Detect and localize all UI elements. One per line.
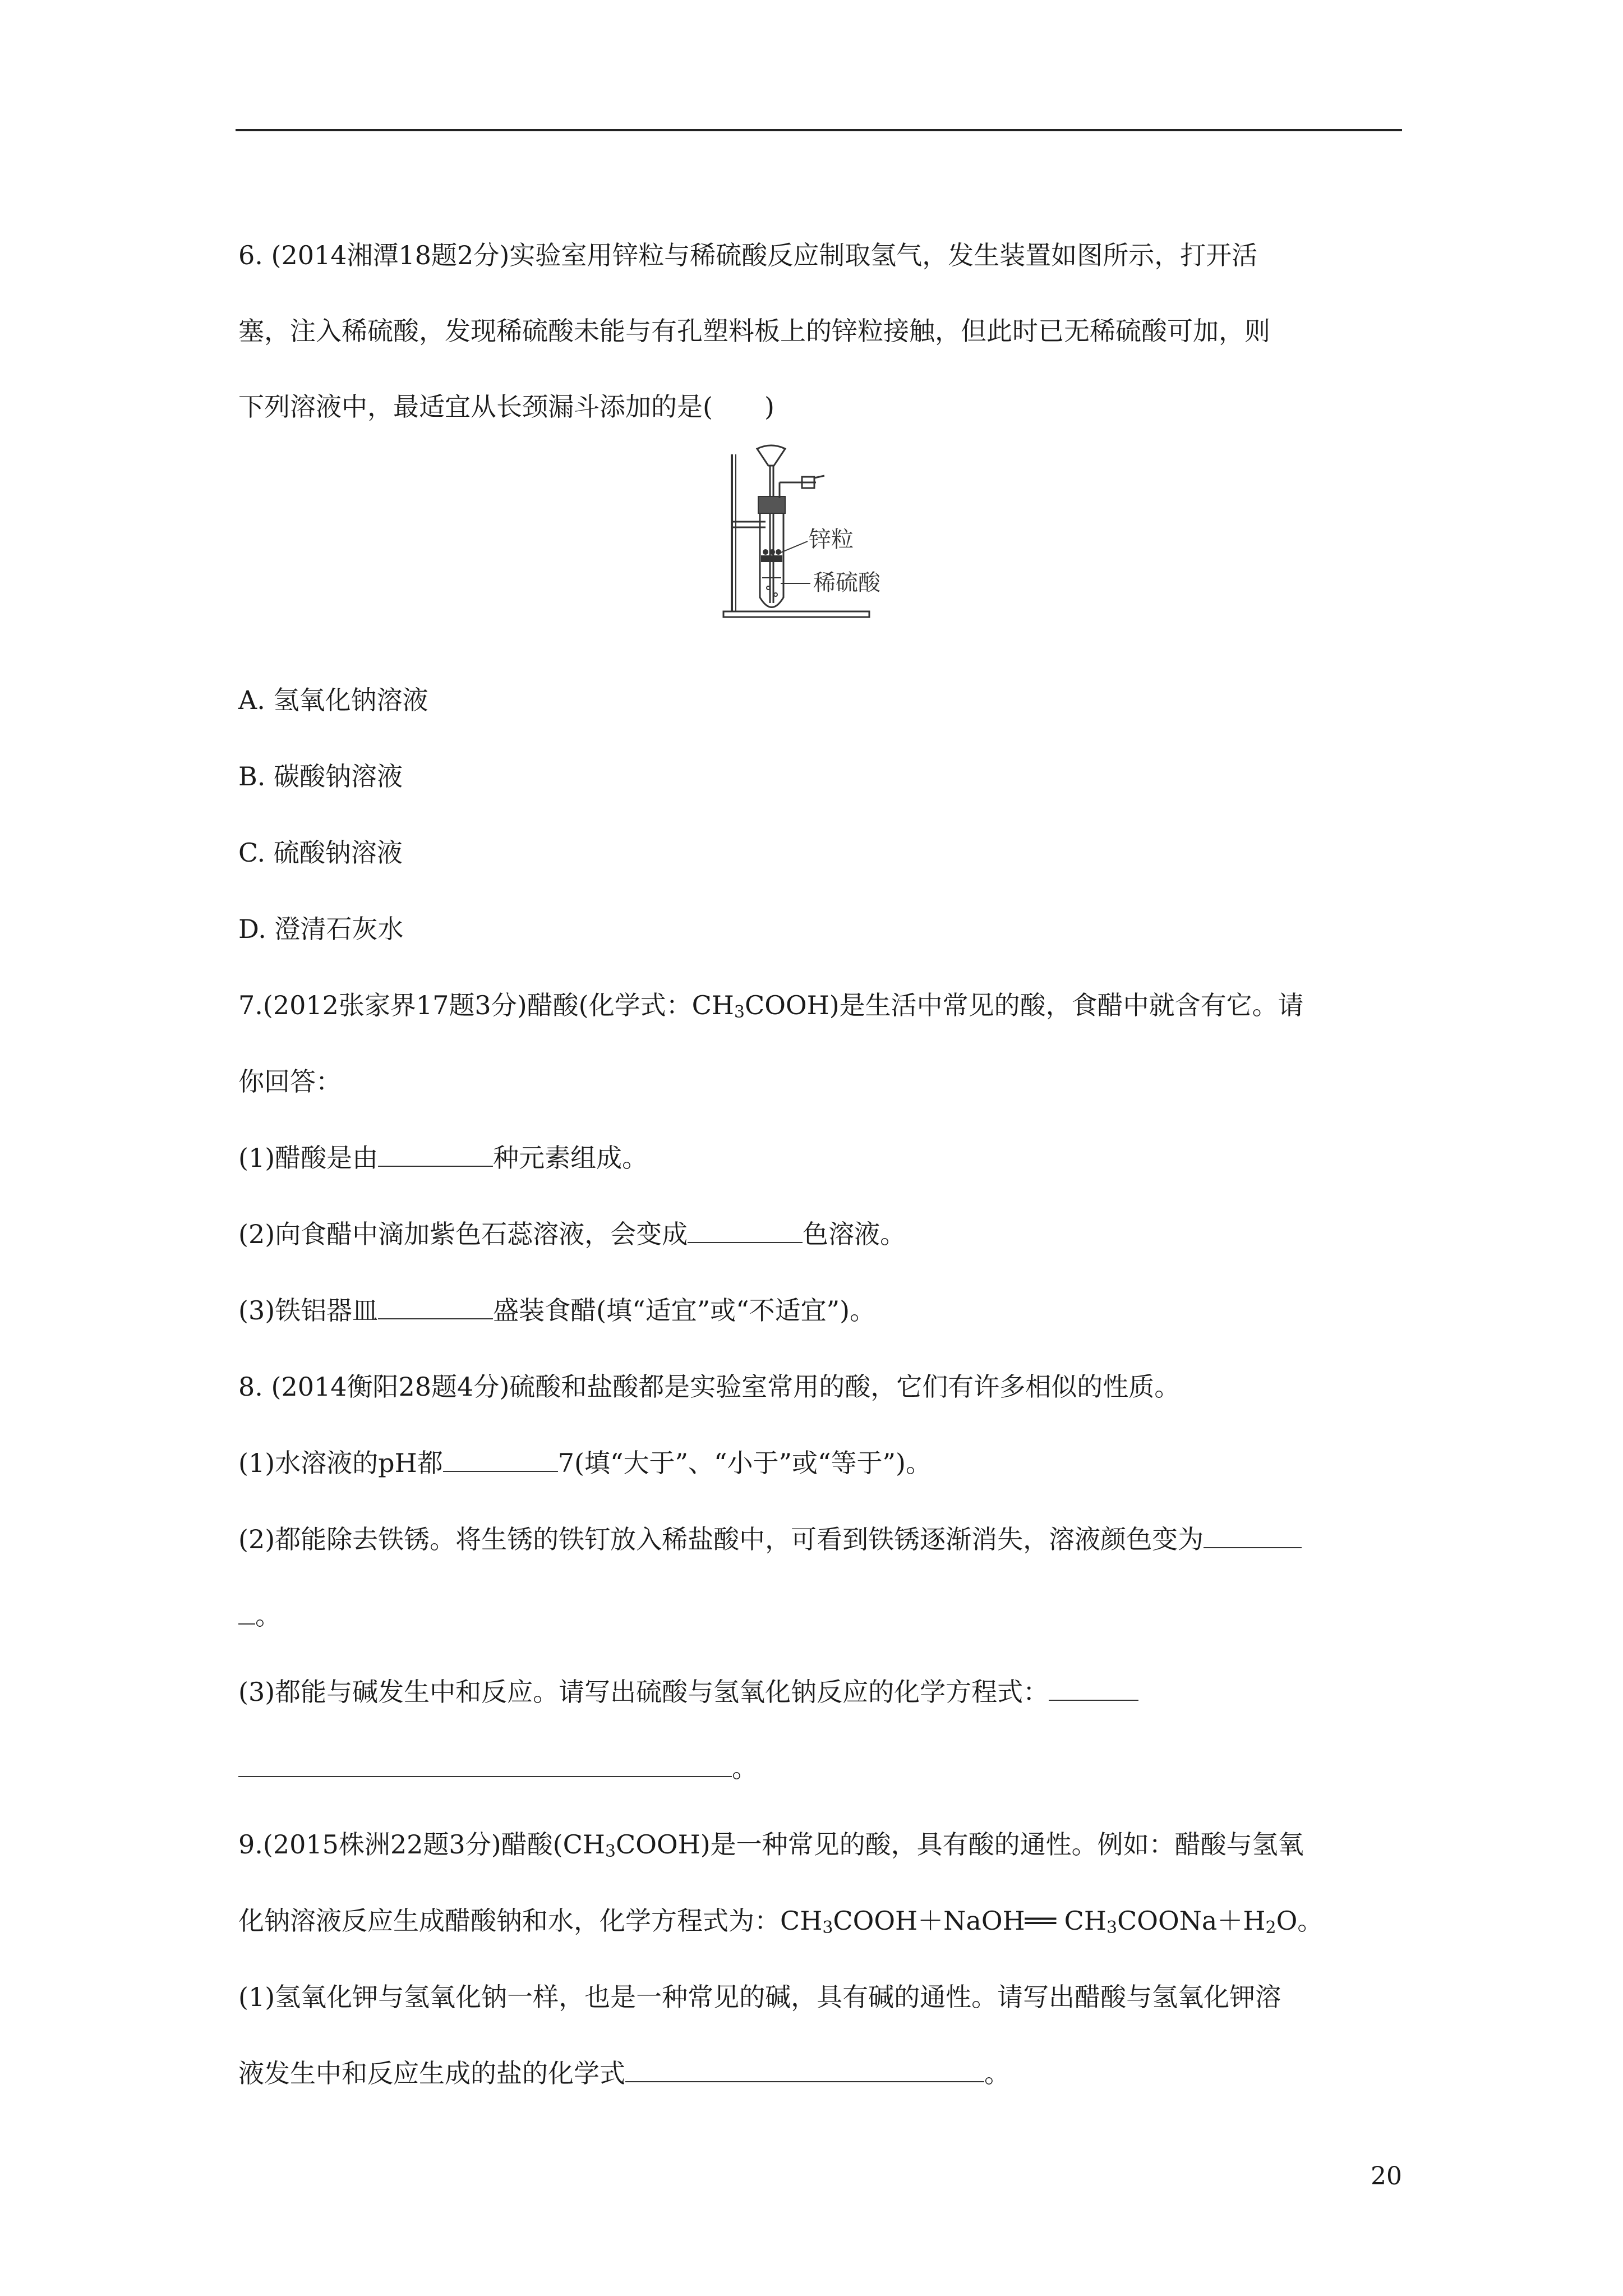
q9-p1-end: 。 [984, 2058, 1010, 2088]
q9-eq-b: COOH＋NaOH══ CH [833, 1906, 1106, 1936]
q7-subscript: 3 [734, 1002, 745, 1022]
acid-label: 稀硫酸 [813, 570, 880, 596]
q9-eq-sub-1: 3 [822, 1918, 833, 1938]
q9-text-b: COOH)是一种常见的酸，具有酸的通性。例如：醋酸与氢氧 [616, 1829, 1304, 1860]
q7-p2-blank[interactable] [688, 1220, 803, 1243]
q6-option-a: A. 氢氧化钠溶液 [238, 685, 428, 715]
q9-part-1-line-2 [238, 2056, 1010, 2090]
q6-line-3: 下列溶液中，最适宜从长颈漏斗添加的是( ) [238, 392, 774, 422]
q7-p3-text: (3)铁铝器皿 [238, 1295, 379, 1326]
q7-line-1 [238, 988, 1304, 1029]
q8-part-1 [238, 1446, 932, 1480]
q9-eq-sub-2: 3 [1106, 1918, 1118, 1938]
q8-p1-blank[interactable] [443, 1448, 558, 1472]
q6-option-c: C. 硫酸钠溶液 [238, 838, 403, 868]
q7-p3-text-end: 盛装食醋(填“适宜”或“不适宜”)。 [493, 1295, 876, 1326]
q8-part-2 [238, 1522, 1302, 1556]
q6-line-2: 塞，注入稀硫酸，发现稀硫酸未能与有孔塑料板上的锌粒接触，但此时已无稀硫酸可加，则 [238, 316, 1270, 346]
q7-p2-text-end: 色溶液。 [803, 1219, 906, 1249]
header-rule [236, 129, 1402, 131]
q9-p1-blank[interactable] [625, 2059, 984, 2082]
q7-line-2: 你回答： [238, 1066, 342, 1097]
q9-eq-sub-3: 2 [1265, 1918, 1276, 1938]
q7-text-a: 7.(2012张家界17题3分)醋酸(化学式：CH [238, 990, 734, 1020]
q8-p2-text: (2)都能除去铁锈。将生锈的铁钉放入稀盐酸中，可看到铁锈逐渐消失，溶液颜色变为 [238, 1524, 1204, 1554]
gas-generator-apparatus-figure [718, 443, 903, 623]
q8-line-1: 8. (2014衡阳28题4分)硫酸和盐酸都是实验室常用的酸，它们有许多相似的性质。 [238, 1372, 1181, 1402]
q6-line-1: 6. (2014湘潭18题2分)实验室用锌粒与稀硫酸反应制取氢气，发生装置如图所示，打开活 [238, 240, 1258, 270]
q7-part-1 [238, 1141, 648, 1175]
q8-part-3-cont [238, 1751, 758, 1785]
q7-p1-blank[interactable] [378, 1143, 493, 1167]
q9-line-2 [238, 1904, 1323, 1945]
q9-text-a: 9.(2015株洲22题3分)醋酸(CH [238, 1829, 605, 1860]
q9-p1-text: 液发生中和反应生成的盐的化学式 [238, 2058, 625, 2088]
q8-part-2-cont [238, 1599, 281, 1632]
q8-part-3 [238, 1675, 1138, 1709]
q8-p3-blank[interactable] [1049, 1677, 1138, 1701]
q9-line-1 [238, 1828, 1304, 1869]
q8-p2-blank-cont[interactable] [238, 1601, 255, 1625]
q7-p1-text: (1)醋酸是由 [238, 1143, 379, 1173]
q9-eq-d: O。 [1276, 1906, 1324, 1936]
q8-p3-text: (3)都能与碱发生中和反应。请写出硫酸与氢氧化钠反应的化学方程式： [238, 1677, 1049, 1707]
q8-p1-text: (1)水溶液的pH都 [238, 1448, 443, 1478]
q8-p3-end: 。 [732, 1753, 758, 1783]
q9-eq-c: COONa＋H [1117, 1906, 1266, 1936]
q9-eq-a: 化钠溶液反应生成醋酸钠和水，化学方程式为：CH [238, 1906, 823, 1936]
zinc-label: 锌粒 [809, 527, 854, 553]
q7-p2-text: (2)向食醋中滴加紫色石蕊溶液，会变成 [238, 1219, 688, 1249]
q8-p2-end: 。 [255, 1600, 281, 1631]
q8-p3-blank-cont[interactable] [238, 1754, 732, 1777]
q8-p1-text-end: 7(填“大于”、“小于”或“等于”)。 [557, 1448, 932, 1478]
page-number: 20 [1371, 2162, 1402, 2191]
q7-part-2 [238, 1217, 906, 1251]
q6-option-b: B. 碳酸钠溶液 [238, 761, 403, 792]
q7-p3-blank[interactable] [378, 1296, 493, 1319]
q7-text-b: COOH)是生活中常见的酸，食醋中就含有它。请 [745, 990, 1304, 1020]
q6-option-d: D. 澄清石灰水 [238, 914, 404, 944]
q7-part-3 [238, 1294, 875, 1327]
q9-sub-1: 3 [605, 1842, 616, 1861]
q7-p1-text-end: 种元素组成。 [493, 1143, 648, 1173]
q9-part-1-line-1: (1)氢氧化钾与氢氧化钠一样，也是一种常见的碱，具有碱的通性。请写出醋酸与氢氧化钾溶 [238, 1982, 1281, 2012]
q8-p2-blank[interactable] [1204, 1525, 1302, 1548]
